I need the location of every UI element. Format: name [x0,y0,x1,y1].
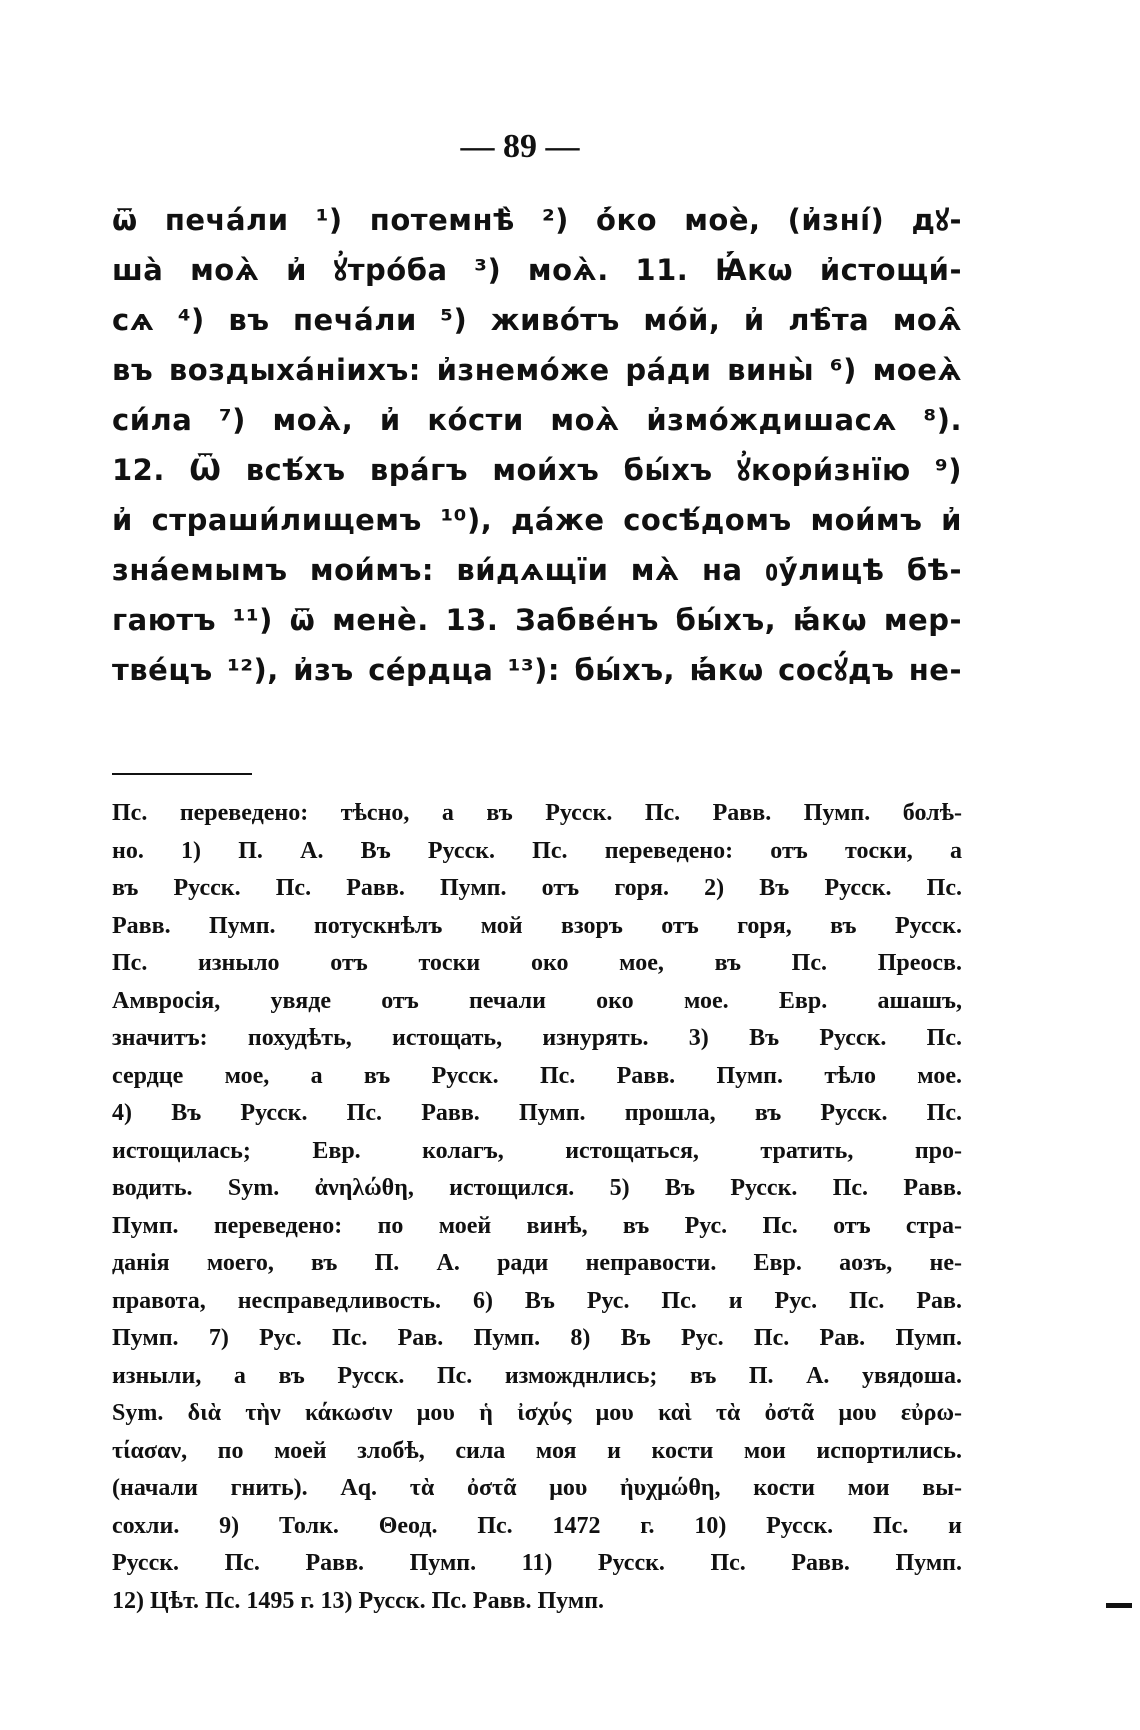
footnote-divider [112,773,252,775]
footnote-line: Пумп. переведено: по моей винѣ, въ Рус. Пс. отъ стра- [112,1212,962,1239]
footnote-line: (начали гнить). Aq. τὰ ὀστᾶ μου ἠυχμώθη, кости мои вы- [112,1475,962,1501]
footnote-line: правота, несправедливость. 6) Въ Рус. Пс. и Рус. Пс. Рав. [112,1287,962,1314]
footnote-line: Пс. изныло отъ тоски око мое, въ Пс. Преосв. [112,950,962,976]
footnote-line: Русск. Пс. Равв. Пумп. 11) Русск. Пс. Равв. Пумп. [112,1550,962,1576]
text-line: сѧ ⁴) въ печа́ли ⁵) живо́тъ мо́й, и҆ лѣ̑та моѧ̑ [112,303,962,337]
footnote-line: истощилась; Евр. колагъ, истощаться, тратить, про- [112,1137,962,1164]
footnote-line: сердце мое, а въ Русск. Пс. Равв. Пумп. тѣло мое. [112,1062,962,1089]
text-line: въ воздыха́ніихъ: и҆знемо́же ра́ди вины̀ ⁶) моеѧ̀ [112,353,962,387]
footnote-line: 4) Въ Русск. Пс. Равв. Пумп. прошла, въ Русск. Пс. [112,1100,962,1126]
footnote-line: въ Русск. Пс. Равв. Пумп. отъ горя. 2) Въ Русск. Пс. [112,875,962,901]
footnote-line: данія моего, въ П. А. ради неправости. Евр. аозъ, не- [112,1250,962,1276]
footnotes [112,795,962,1620]
footnote-line: но. 1) П. А. Въ Русск. Пс. переведено: отъ тоски, а [112,837,962,864]
text-line: ѿ печа́ли ¹) потемнѣ̀ ²) о҆́ко моѐ, (и҆зні́) дꙋ- [112,203,962,237]
footnote-line: изныли, а въ Русск. Пс. изможднлись; въ П. А. увядоша. [112,1362,962,1389]
footnote-line: Амвросія, увяде отъ печали око мое. Евр. ашашъ, [112,987,962,1014]
footnote-line: значитъ: похудѣть, истощать, изнурять. 3) Въ Русск. Пс. [112,1025,962,1051]
footnote-line: Равв. Пумп. потускнѣлъ мой взоръ отъ горя, въ Русск. [112,912,962,939]
footnote-line: водить. Sym. ἀνηλώθη, истощился. 5) Въ Русск. Пс. Равв. [112,1175,962,1201]
scan-mark [1106,1603,1132,1608]
footnote-line: Пумп. 7) Рус. Пс. Рав. Пумп. 8) Въ Рус. Пс. Рав. Пумп. [112,1325,962,1351]
church-slavonic-text [112,195,962,695]
text-line: тве́цъ ¹²), и҆зъ се́рдца ¹³): бы́хъ, ꙗ҆́кѡ сосꙋ́дъ не- [112,653,962,687]
footnote-line: сохли. 9) Толк. Θеод. Пс. 1472 г. 10) Русск. Пс. и [112,1512,962,1539]
text-line: гаютъ ¹¹) ѿ менѐ. 13. Забве́нъ бы́хъ, ꙗ҆́кѡ мер- [112,603,962,637]
text-line: си́ла ⁷) моѧ̀, и҆ ко́сти моѧ̀ и҆змо́ждишасѧ ⁸). [112,403,962,437]
text-line: 12. Ѿ всѣ́хъ вра́гъ мои́хъ бы́хъ ꙋ҆кори́знїю ⁹) [112,453,962,487]
text-line: и҆ страши́лищемъ ¹⁰), да́же сосѣ́домъ мои́мъ и҆ [112,503,962,537]
text-line: ша̀ моѧ̀ и҆ ꙋ҆тро́ба ³) моѧ̀. 11. Ꙗ҆́кѡ и҆стощи́- [112,253,962,287]
footnote-line: τίασαν, по моей злобѣ, сила моя и кости мои испортились. [112,1437,962,1464]
footnote-line: Sym. διὰ τὴν κάκωσιν μου ἡ ἰσχύς μου καὶ τὰ ὀστᾶ μου εὐρω- [112,1400,962,1426]
footnote-line: 12) Цѣт. Пс. 1495 г. 13) Русск. Пс. Равв. Пумп. [112,1587,605,1614]
footnote-line: Пс. переведено: тѣсно, а въ Русск. Пс. Равв. Пумп. болѣ- [112,800,962,826]
page-number: — 89 — [460,128,580,165]
text-line: зна́емымъ мои́мъ: ви́дѧщїи мѧ̀ на ᲂу҆́лицѣ бѣ- [112,553,962,587]
